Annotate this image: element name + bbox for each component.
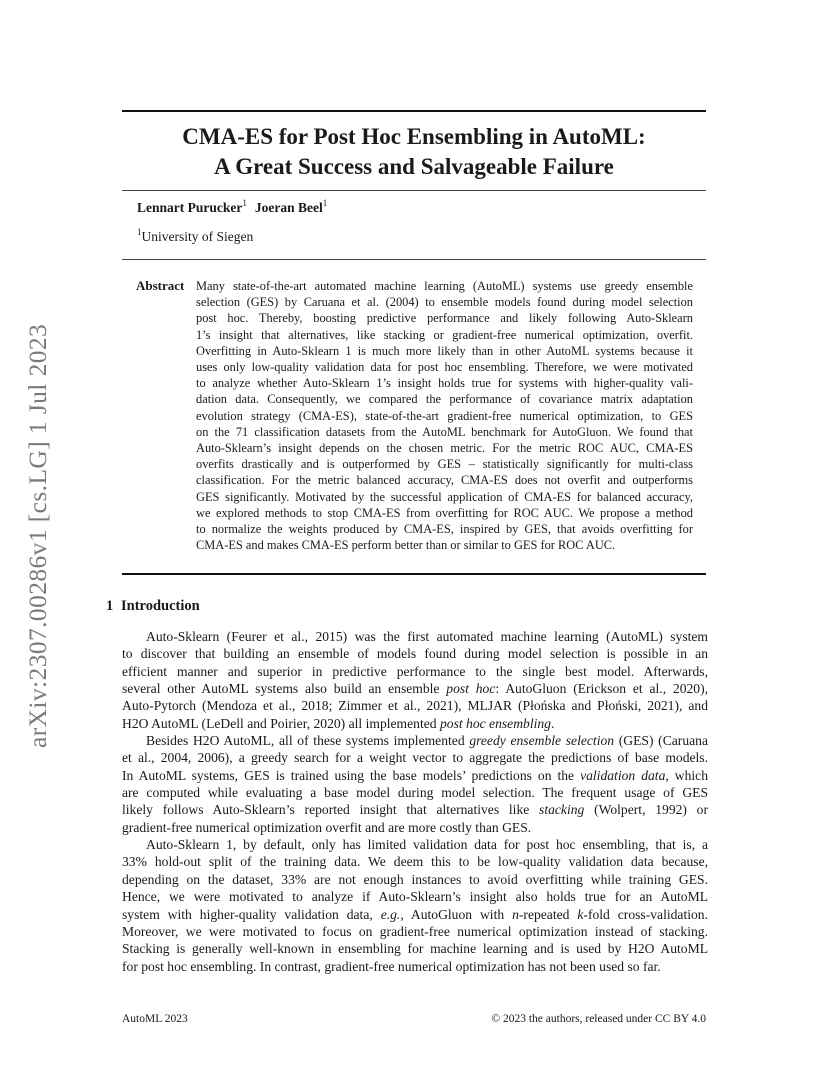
text-run: , which [665, 767, 708, 783]
text-run: system with higher-quality validation data, [122, 906, 381, 922]
abstract-line: CMA-ES and makes CMA-ES perform better than or similar to GES for ROC AUC. [196, 538, 616, 553]
italic-text: stacking [539, 802, 585, 818]
text-line [122, 958, 708, 975]
text-run: -fold cross-validation. [583, 906, 708, 922]
text-run: to discover that building an ensemble of models found during model selection is possible in an [122, 646, 708, 662]
paper-title [122, 122, 706, 182]
text-line [122, 940, 708, 957]
arxiv-identifier: arXiv:2307.00286v1 [cs.LG] 1 Jul 2023 [23, 323, 52, 748]
text-line [122, 663, 708, 680]
author-list [137, 200, 327, 216]
abstract-line: dation data. Consequently, we compared the performance of covariance matrix adaptation [196, 392, 693, 407]
italic-text: validation data [580, 767, 666, 783]
text-line [122, 801, 708, 818]
abstract-text [196, 278, 693, 553]
footer-copyright: © 2023 the authors, released under CC BY 4.0 [491, 1013, 706, 1025]
text-line [122, 923, 708, 940]
abstract-line: overfits drastically and is outperformed by GES – statistically significantly for multi-class [196, 457, 693, 472]
text-run: H2O AutoML (LeDell and Poirier, 2020) all implemented [122, 715, 440, 731]
author-name: Joeran Beel [254, 200, 323, 215]
abstract-line: post hoc. Thereby, boosting predictive performance and likely following Auto-Sklearn [196, 311, 693, 326]
text-run: . [550, 715, 555, 731]
text-line [122, 853, 708, 870]
paragraph [122, 628, 708, 732]
affiliation-mark: 1 [242, 198, 247, 208]
abstract-top-rule [122, 259, 706, 260]
text-line [122, 888, 708, 905]
affiliation-name: University of Siegen [141, 229, 254, 244]
author-name: Lennart Purucker [137, 200, 243, 215]
text-line [122, 749, 708, 766]
text-line [122, 819, 708, 836]
section-title: Introduction [121, 598, 200, 614]
text-run: , AutoGluon with [400, 906, 513, 922]
italic-text: e.g. [380, 906, 401, 922]
abstract-line: Auto-Sklearn’s insight depends on the chosen metric. For the metric ROC AUC, CMA-ES [196, 441, 693, 456]
title-top-rule [122, 110, 706, 112]
abstract-line: 1’s insight that alternatives, like stacking or gradient-free numerical optimization, overfit. [196, 327, 693, 342]
section-number: 1 [106, 598, 114, 614]
body-text [122, 628, 708, 975]
abstract-line: GES significantly. Motivated by the successful application of CMA-ES for balanced accuracy, [196, 489, 693, 504]
section-heading [106, 598, 200, 615]
abstract-bottom-rule [122, 573, 706, 575]
abstract-line: to analyze whether Auto-Sklearn 1’s insight holds true for systems with higher-quality vali- [196, 376, 693, 391]
text-line [122, 697, 708, 714]
text-run: et al., 2004, 2006), a greedy search for a weight vector to aggregate the predictions of base models. [122, 750, 708, 766]
text-run: Besides H2O AutoML, all of these systems implemented [146, 733, 470, 749]
text-run: (GES) (Caruana [614, 733, 708, 749]
text-run: Auto-Pytorch (Mendoza et al., 2018; Zimmer et al., 2021), MLJAR (Płońska and Płoński, 2021), and [122, 698, 708, 714]
italic-text: k [577, 906, 584, 922]
abstract-label: Abstract [136, 278, 185, 293]
text-run: 33% hold-out split of the training data. We deem this to be low-quality validation data because, [122, 854, 708, 870]
text-run: Moreover, we were motivated to focus on gradient-free numerical optimization instead of stacking. [122, 923, 708, 939]
paragraph [122, 732, 708, 836]
footer-venue: AutoML 2023 [122, 1013, 188, 1025]
italic-text: post hoc ensembling [439, 715, 551, 731]
text-run: Stacking is generally well-known in ensembling for machine learning and is used by H2O AutoML [122, 941, 708, 957]
text-run: for post hoc ensembling. In contrast, gradient-free numerical optimization has not been used so far. [122, 958, 661, 974]
title-line-2: A Great Success and Salvageable Failure [214, 154, 614, 179]
text-run: (Wolpert, 1992) or [584, 802, 709, 818]
text-line [122, 732, 708, 749]
title-line-1: CMA-ES for Post Hoc Ensembling in AutoML: [182, 124, 646, 149]
text-run: gradient-free numerical optimization overfit and are more costly than GES. [122, 819, 532, 835]
text-run: Hence, we were motivated to analyze if Auto-Sklearn’s insight also holds true for an AutoML [122, 889, 708, 905]
title-bottom-rule [122, 190, 706, 191]
text-line [122, 784, 708, 801]
text-line [122, 836, 708, 853]
text-run: efficient manner and superior in predictive performance to the single best model. Afterwards, [122, 663, 708, 679]
italic-text: n [512, 906, 519, 922]
text-run: In AutoML systems, GES is trained using the base models’ predictions on the [122, 767, 581, 783]
abstract-line: classification. For the metric balanced accuracy, CMA-ES does not overfit and outperforms [196, 473, 693, 488]
text-run: Auto-Sklearn (Feurer et al., 2015) was the first automated machine learning (AutoML) system [146, 629, 708, 644]
italic-text: post hoc [446, 681, 496, 697]
abstract-line: to normalize the weights produced by CMA-ES, inspired by GES, that avoids overfitting for [196, 522, 693, 537]
text-line [122, 767, 708, 784]
abstract-line: on the 71 classification datasets from the AutoML benchmark for AutoGluon. We found that [196, 424, 693, 439]
text-line [122, 628, 708, 645]
paragraph [122, 836, 708, 975]
text-run: several other AutoML systems also build an ensemble [122, 681, 447, 697]
affiliation-mark: 1 [137, 227, 142, 237]
text-line [122, 906, 708, 923]
italic-text: greedy ensemble selection [469, 733, 615, 749]
text-run: -repeated [518, 906, 578, 922]
text-run: : AutoGluon (Erickson et al., 2020), [495, 681, 709, 697]
affiliation-mark: 1 [322, 198, 328, 208]
text-line [122, 715, 708, 732]
text-run: are computed while evaluating a base model during model selection. The frequent usage of GES [122, 785, 708, 801]
abstract-line: selection (GES) by Caruana et al. (2004) to ensemble models found during model selection [196, 295, 693, 310]
affiliation [137, 229, 253, 245]
text-line [122, 871, 708, 888]
text-line [122, 645, 708, 662]
abstract-line: evolution strategy (CMA-ES), state-of-the-art gradient-free numerical optimization, to GES [196, 408, 693, 423]
abstract-line: Overfitting in Auto-Sklearn 1 is much more likely than in other AutoML systems because it [196, 343, 693, 358]
abstract-line: uses only low-quality validation data for post hoc ensembling. Therefore, we were motivated [196, 360, 693, 375]
text-line [122, 680, 708, 697]
text-run: Auto-Sklearn 1, by default, only has limited validation data for post hoc ensembling, that is, a [146, 837, 708, 853]
abstract-line: we explored methods to stop CMA-ES from overfitting for ROC AUC. We propose a method [196, 505, 693, 520]
text-run: likely follows Auto-Sklearn’s reported insight that alternatives like [122, 802, 540, 818]
text-run: depending on the dataset, 33% are not enough instances to avoid overfitting while training GES. [122, 871, 708, 887]
abstract-line: Many state-of-the-art automated machine learning (AutoML) systems use greedy ensemble [196, 279, 693, 293]
